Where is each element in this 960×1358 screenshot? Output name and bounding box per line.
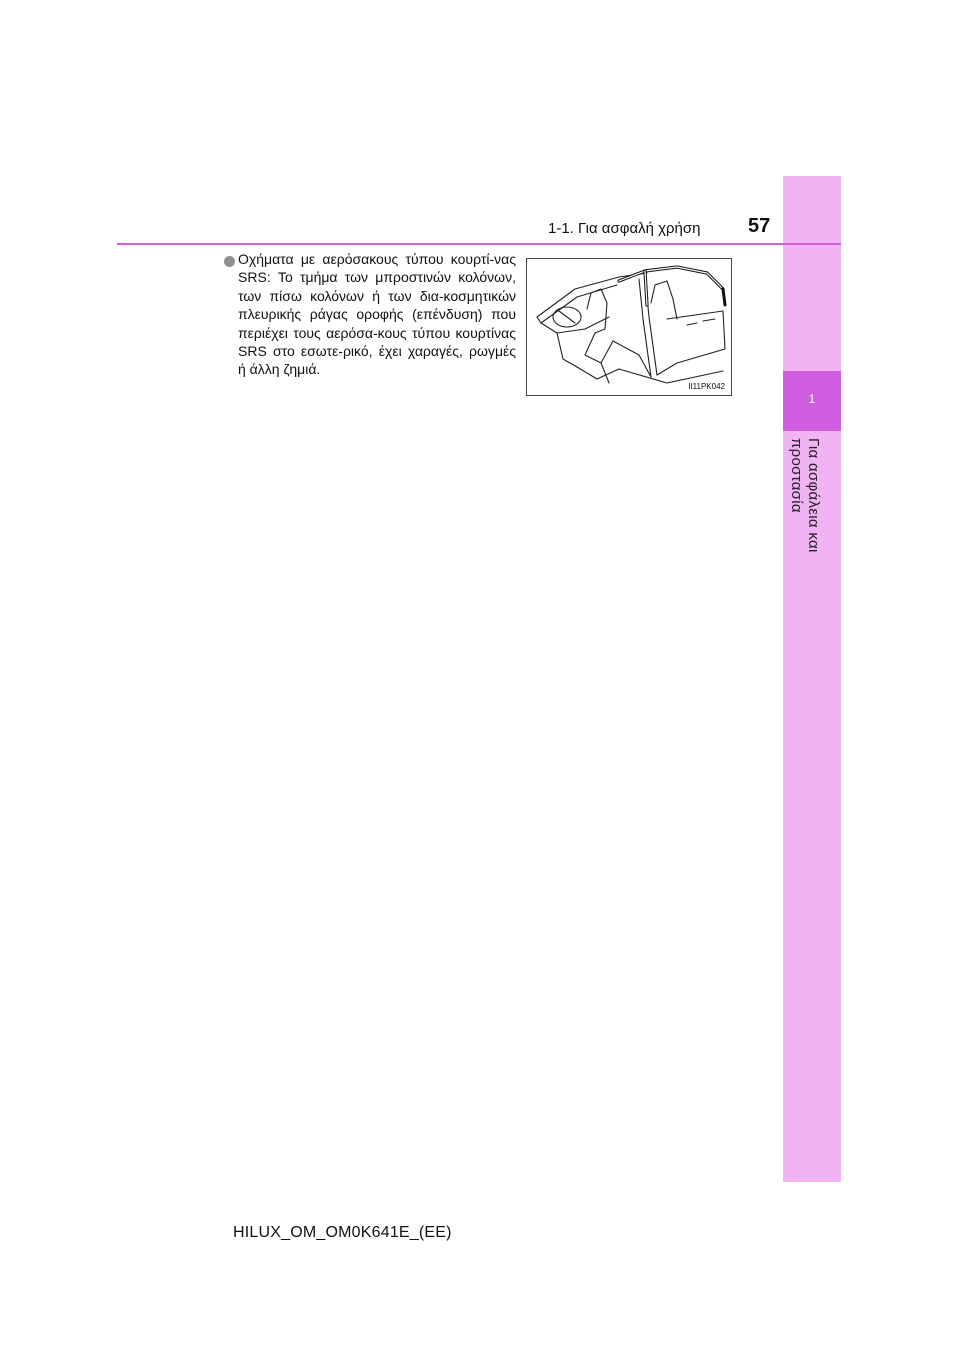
section-title: 1-1. Για ασφαλή χρήση	[548, 220, 701, 237]
bullet-paragraph: Οχήματα με αερόσακους τύπου κουρτί-νας SRS: Το τμήμα των μπροστινών κολόνων, των πίσω κολόνων ή των δια-κοσμητικών πλευρικής ράγας οροφής (επένδυση) που περιέχει τους αερόσα-κους τύπου κουρτίνας SRS στο εσωτε-ρικό, έχει χαραγές, ρωγμές ή άλλη ζημιά.	[238, 251, 516, 378]
chapter-side-tab	[783, 176, 841, 1182]
car-interior-drawing	[527, 259, 731, 395]
figure-code: II11PK042	[688, 382, 725, 391]
chapter-title: Για ασφάλεια και προστασία	[788, 438, 822, 553]
document-code: HILUX_OM_OM0K641E_(EE)	[233, 1224, 452, 1241]
bullet-icon	[224, 256, 235, 267]
page-number: 57	[748, 215, 771, 237]
chapter-number: 1	[808, 392, 816, 406]
header-divider	[117, 243, 841, 245]
car-interior-illustration	[526, 258, 732, 396]
